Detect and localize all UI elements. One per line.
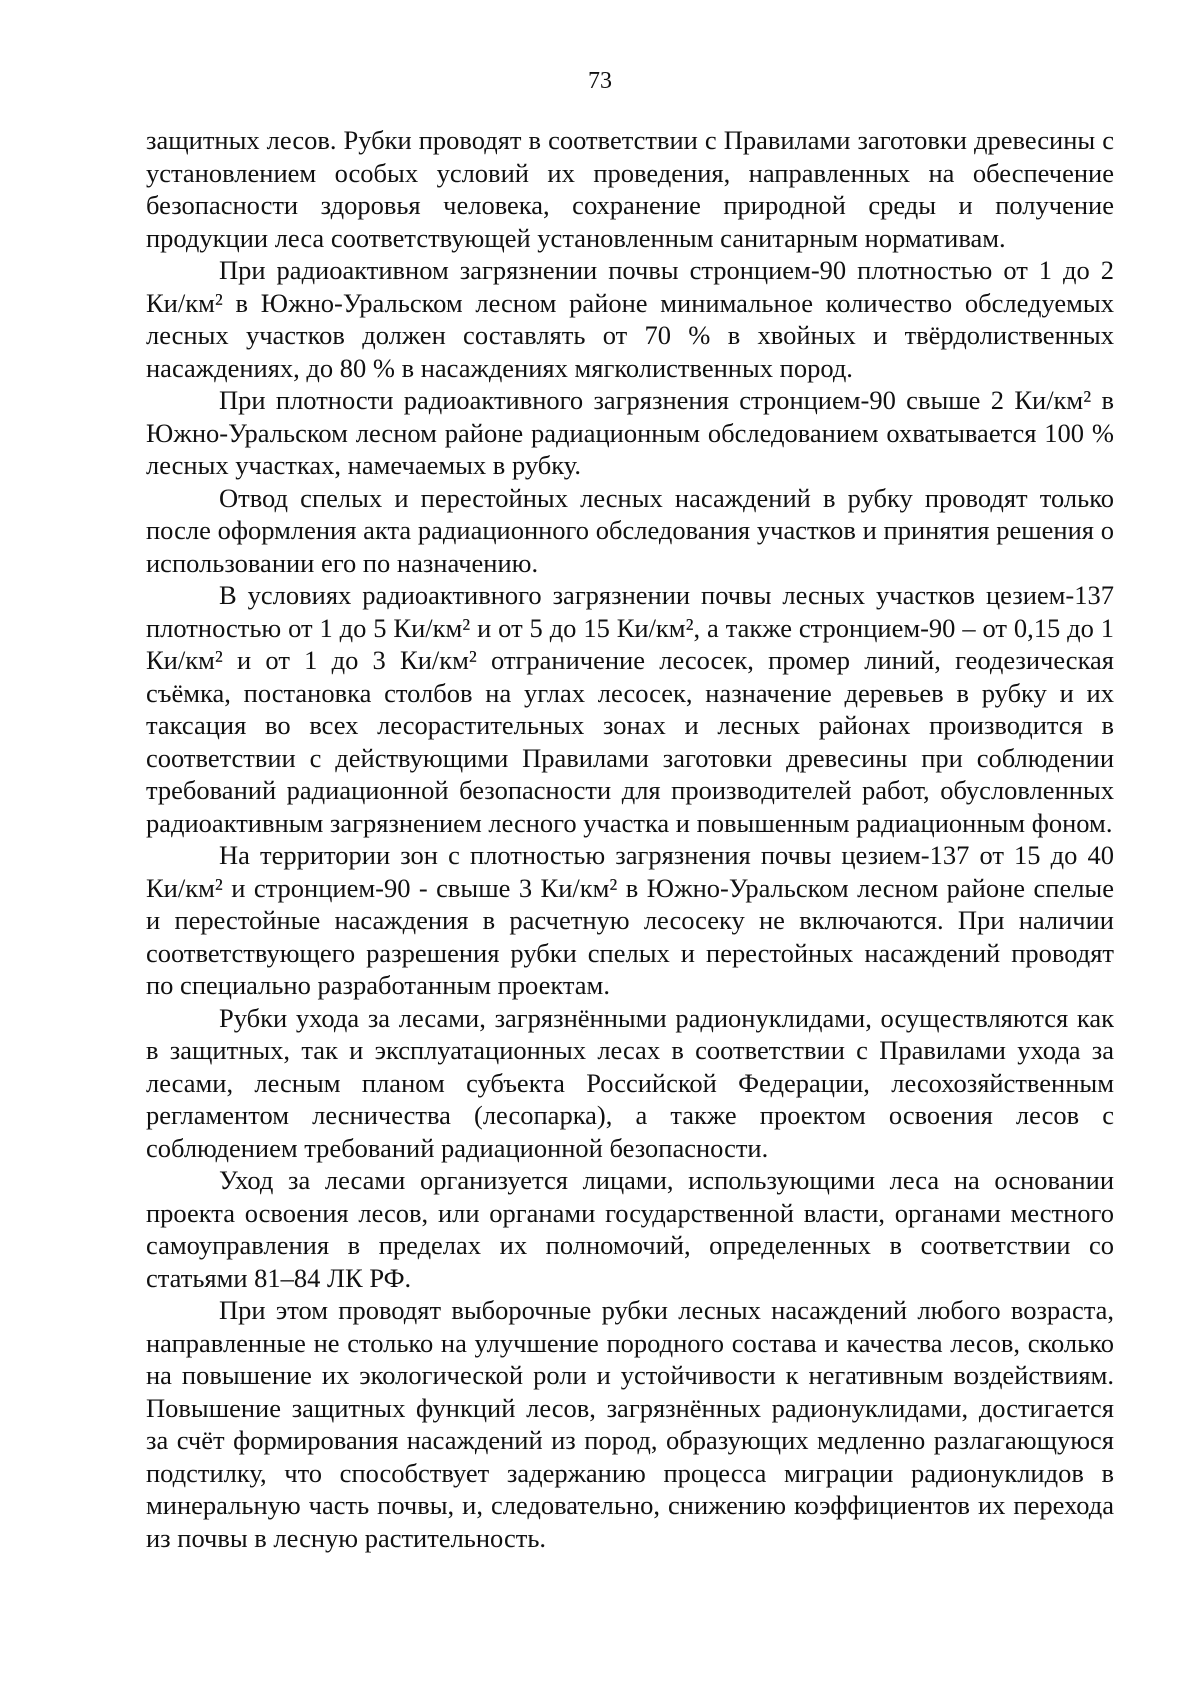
- paragraph-6: На территории зон с плотностью загрязнения почвы цезием-137 от 15 до 40 Ки/км² и стронцием-90 - свыше 3 Ки/км² в Южно-Уральском лесном районе спелые и перестойные насаждения в расчетную лесосеку не включаются. При наличии соответствующего разрешения рубки спелых и перестойных насаждений проводят по специально разработанным проектам.: [146, 840, 1114, 1000]
- paragraph-5: В условиях радиоактивного загрязнении почвы лесных участков цезием-137 плотностью от 1 до 5 Ки/км² и от 5 до 15 Ки/км², а также стронцием-90 – от 0,15 до 1 Ки/км² и от 1 до 3 Ки/км² отграничение лесосек, промер линий, геодезическая съёмка, постановка столбов на углах лесосек, назначение деревьев в рубку и их таксация во всех лесорастительных зонах и лесных районах производится в соответствии с действующими Правилами заготовки древесины при соблюдении требований радиационной безопасности для производителей работ, обусловленных радиоактивным загрязнением лесного участка и повышенным радиационным фоном.: [146, 580, 1114, 838]
- paragraph-1: защитных лесов. Рубки проводят в соответствии с Правилами заготовки древесины с установлением особых условий их проведения, направленных на обеспечение безопасности здоровья человека, сохранение природной среды и получение продукции леса соответствующей установленным санитарным нормативам.: [146, 125, 1114, 253]
- paragraph-4: Отвод спелых и перестойных лесных насаждений в рубку проводят только после оформления акта радиационного обследования участков и принятия решения о использовании его по назначению.: [146, 482, 1114, 578]
- paragraph-9: При этом проводят выборочные рубки лесных насаждений любого возраста, направленные не столько на улучшение породного состава и качества лесов, сколько на повышение их экологической роли и устойчивости к негативным воздействиям. Повышение защитных функций лесов, загрязнённых радионуклидами, достигается за счёт формирования насаждений из пород, образующих медленно разлагающуюся подстилку, что способствует задержанию процесса миграции радионуклидов в минеральную часть почвы, и, следовательно, снижению коэффициентов их перехода из почвы в лесную растительность.: [146, 1295, 1114, 1553]
- paragraph-2: При радиоактивном загрязнении почвы стронцием-90 плотностью от 1 до 2 Ки/км² в Южно-Уральском лесном районе минимальное количество обследуемых лесных участков должен составлять от 70 % в хвойных и твёрдолиственных насаждениях, до 80 % в насаждениях мягколиственных пород.: [146, 255, 1114, 383]
- paragraph-7: Рубки ухода за лесами, загрязнёнными радионуклидами, осуществляются как в защитных, так и эксплуатационных лесах в соответствии с Правилами ухода за лесами, лесным планом субъекта Российской Федерации, лесохозяйственным регламентом лесничества (лесопарка), а также проектом освоения лесов с соблюдением требований радиационной безопасности.: [146, 1002, 1114, 1163]
- body-text: [146, 124, 1114, 1554]
- page-number: 73: [588, 68, 612, 94]
- paragraph-3: При плотности радиоактивного загрязнения стронцием-90 свыше 2 Ки/км² в Южно-Уральском лесном районе радиационным обследованием охватывается 100 % лесных участках, намечаемых в рубку.: [146, 385, 1114, 480]
- paragraph-8: Уход за лесами организуется лицами, использующими леса на основании проекта освоения лесов, или органами государственной власти, органами местного самоуправления в пределах их полномочий, определенных в соответствии со статьями 81–84 ЛК РФ.: [146, 1165, 1114, 1293]
